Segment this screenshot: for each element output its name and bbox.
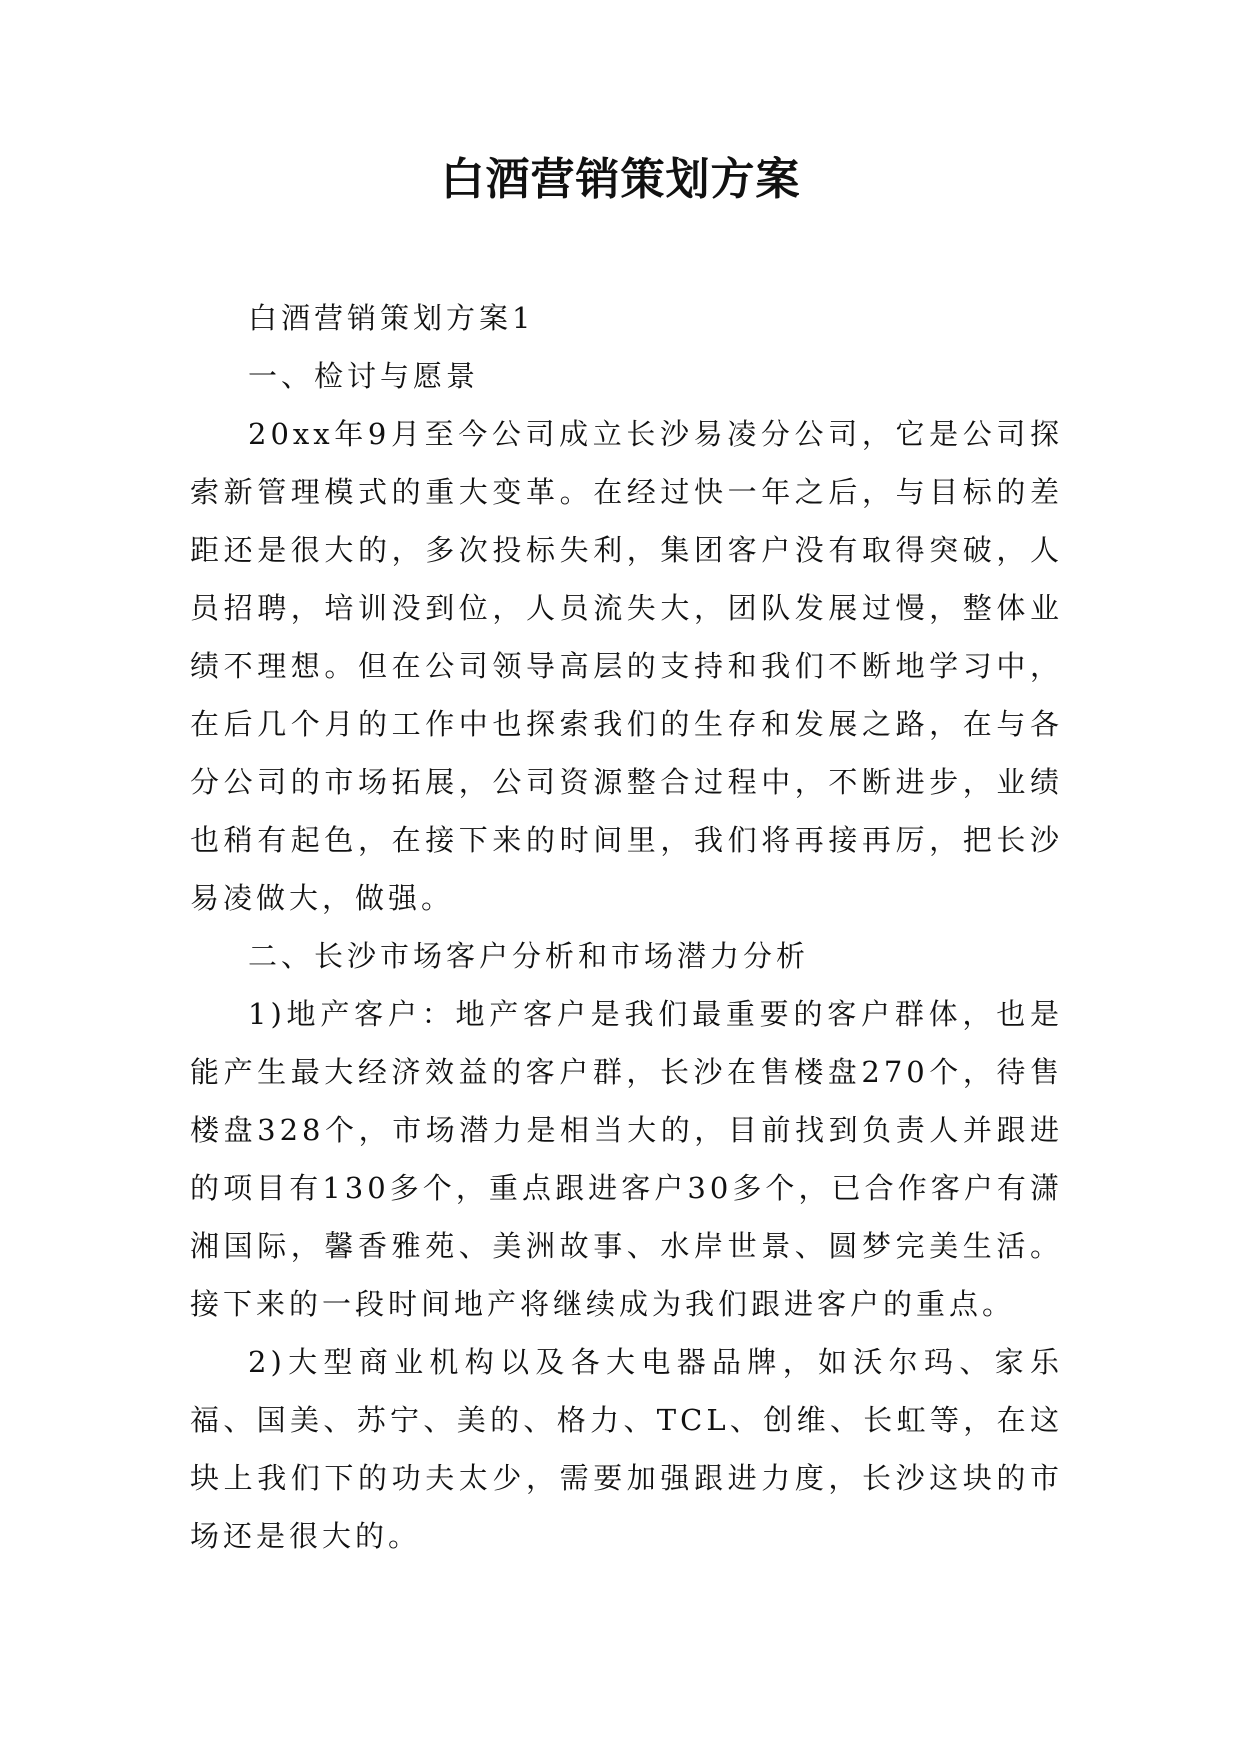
subsection-heading: 一、检讨与愿景 — [248, 359, 480, 393]
document-body — [190, 289, 1063, 1565]
document-title: 白酒营销策划方案 — [440, 154, 801, 205]
body-paragraph: 2)大型商业机构以及各大电器品牌，如沃尔玛、家乐福、国美、苏宁、美的、格力、TCL、创维、长虹等，在这块上我们下的功夫太少，需要加强跟进力度，长沙这块的市场还是很大的。 — [190, 1345, 1063, 1553]
body-paragraph: 1)地产客户：地产客户是我们最重要的客户群体，也是能产生最大经济效益的客户群，长沙在售楼盘270个，待售楼盘328个，市场潜力是相当大的，目前找到负责人并跟进的项目有130多个，重点跟进客户30多个，已合作客户有潇湘国际，馨香雅苑、美洲故事、水岸世景、圆梦完美生活。接下来的一段时间地产将继续成为我们跟进客户的重点。 — [190, 997, 1063, 1321]
section-heading: 白酒营销策划方案1 — [248, 301, 535, 335]
body-paragraph: 20xx年9月至今公司成立长沙易凌分公司，它是公司探索新管理模式的重大变革。在经过快一年之后，与目标的差距还是很大的，多次投标失利，集团客户没有取得突破，人员招聘，培训没到位，人员流失大，团队发展过慢，整体业绩不理想。但在公司领导高层的支持和我们不断地学习中，在后几个月的工作中也探索我们的生存和发展之路，在与各分公司的市场拓展，公司资源整合过程中，不断进步，业绩也稍有起色，在接下来的时间里，我们将再接再厉，把长沙易凌做大，做强。 — [190, 417, 1063, 915]
subsection-heading: 二、长沙市场客户分析和市场潜力分析 — [248, 939, 810, 973]
